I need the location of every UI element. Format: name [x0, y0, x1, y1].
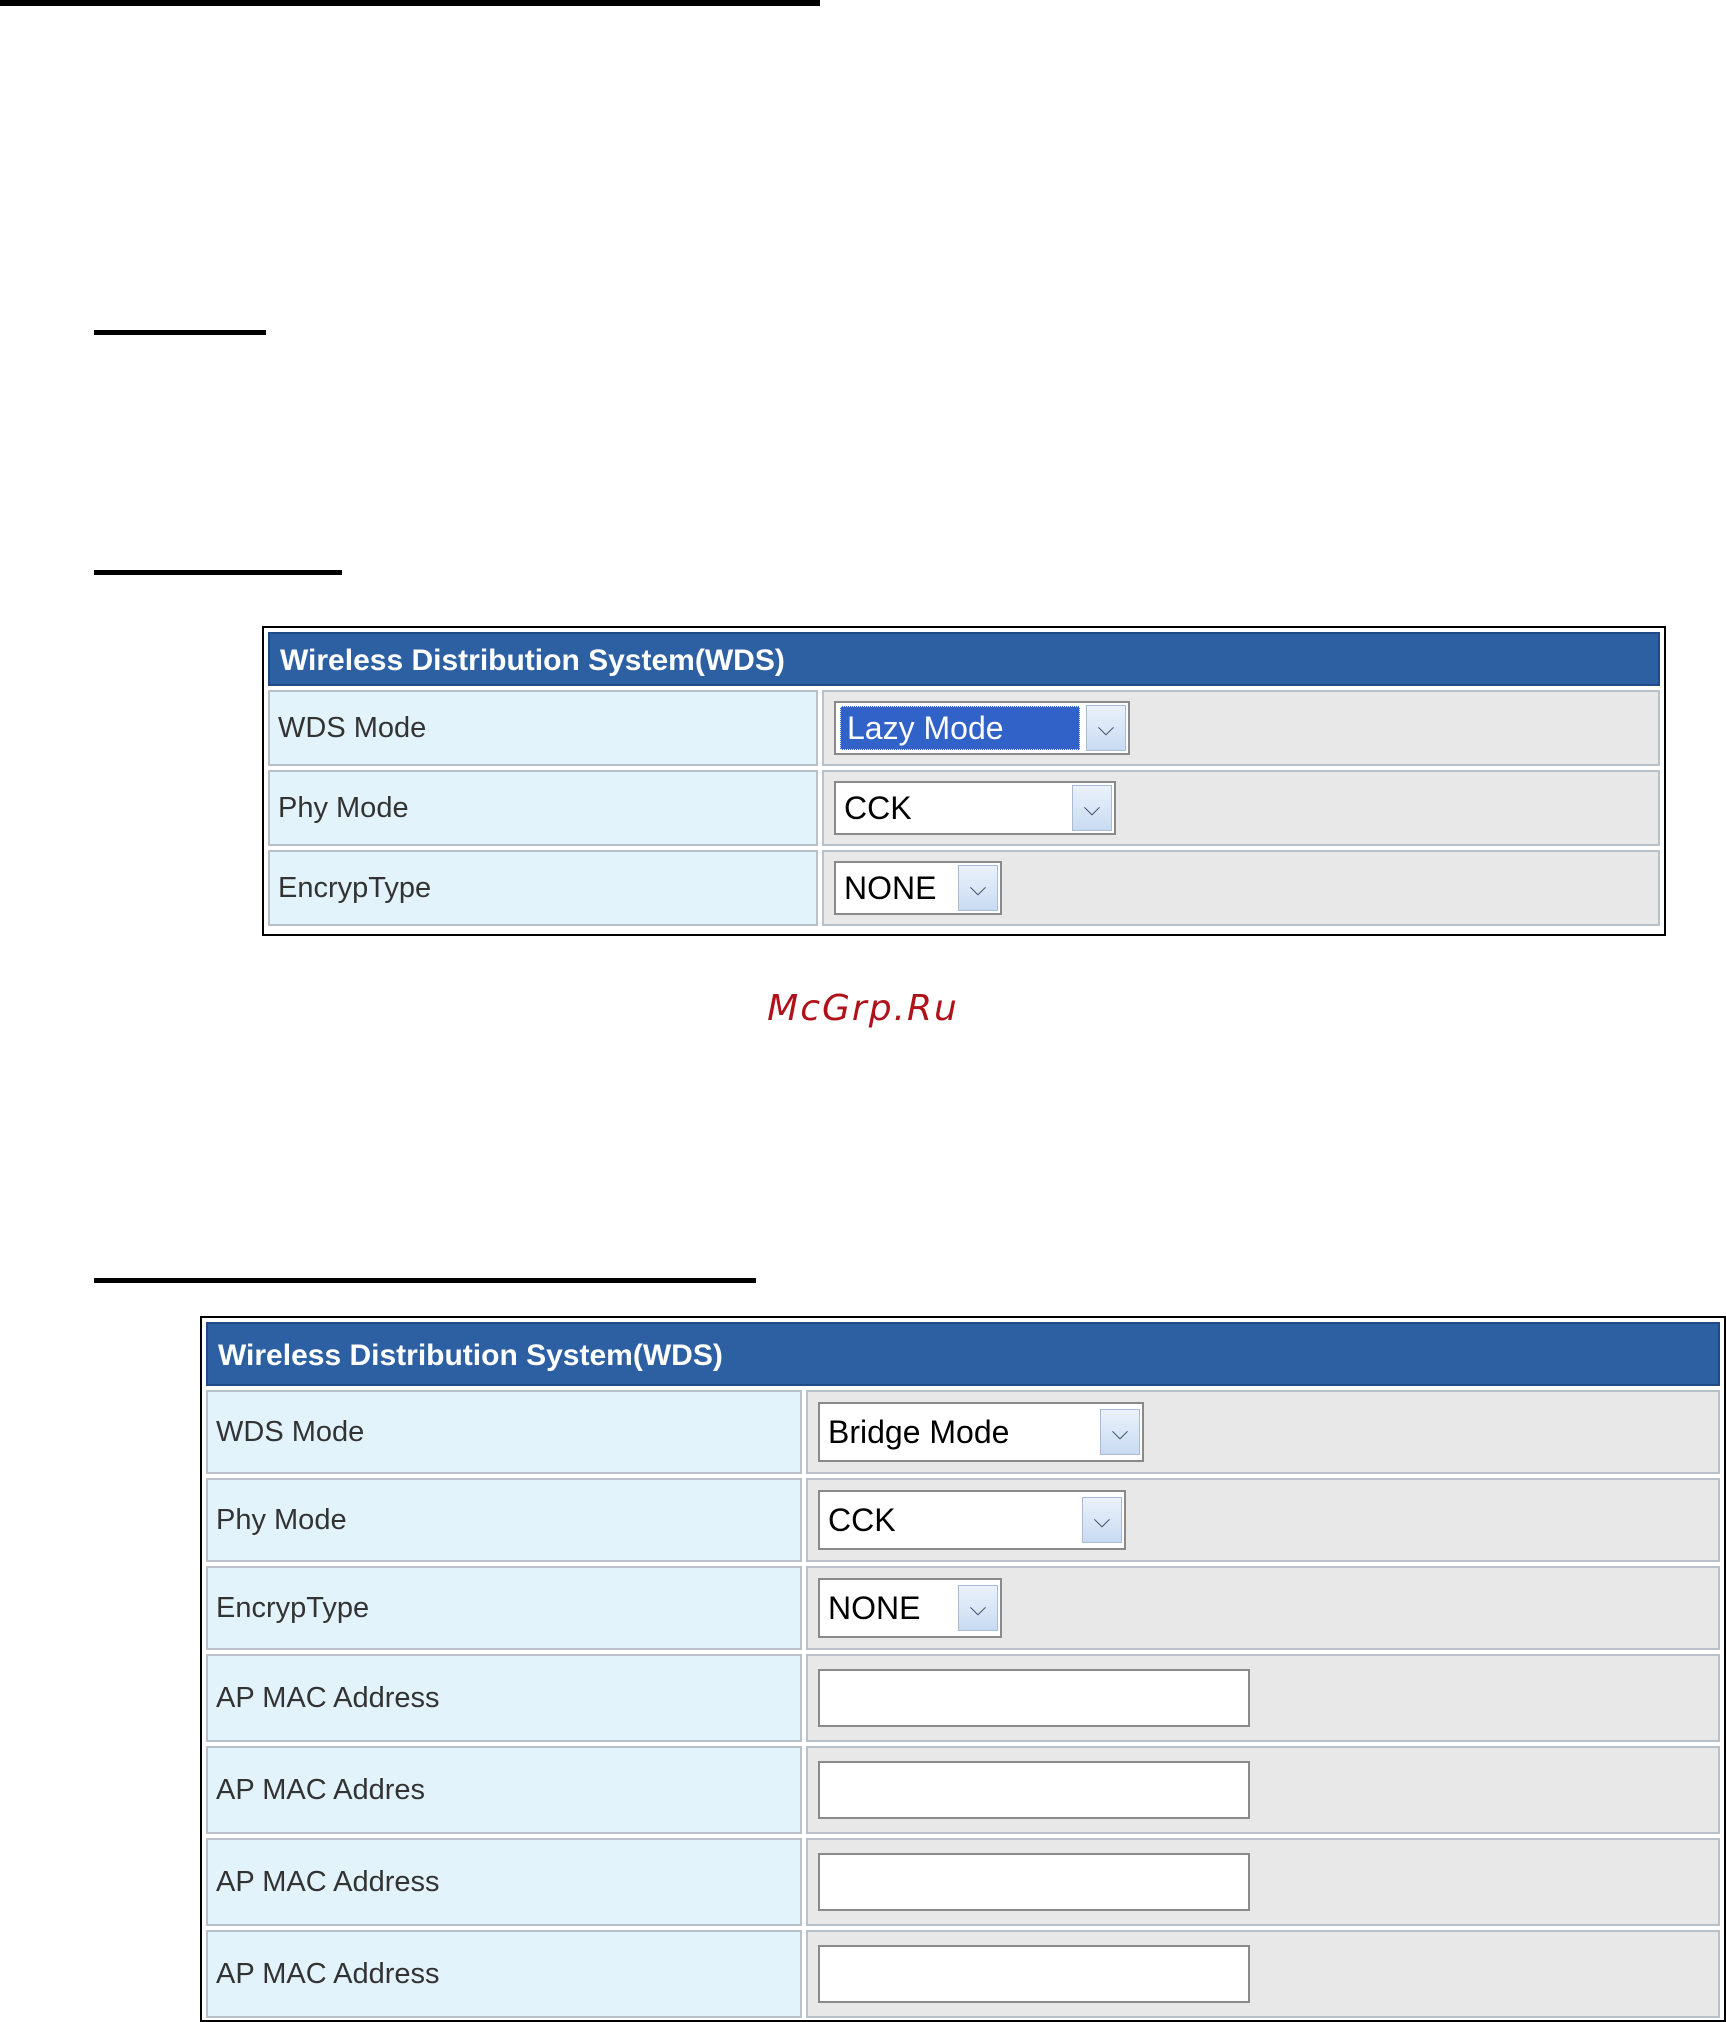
ap-mac-cell-4 — [806, 1930, 1720, 2018]
wds-mode-row — [206, 1390, 1720, 1474]
heading-rule-top — [0, 0, 820, 6]
wds-mode-selected: Lazy Mode — [840, 706, 1080, 750]
panel-title: Wireless Distribution System(WDS) — [206, 1322, 1720, 1386]
phy-mode-selected: CCK — [844, 789, 912, 826]
wds-mode-cell — [822, 690, 1660, 766]
heading-rule-3 — [94, 1278, 756, 1283]
wds-mode-row — [268, 690, 1660, 766]
wds-mode-select[interactable] — [834, 701, 1130, 755]
heading-rule-1 — [94, 330, 266, 335]
encryp-type-cell — [822, 850, 1660, 926]
encryp-type-selected: NONE — [828, 1589, 921, 1626]
ap-mac-input-3[interactable] — [818, 1853, 1250, 1911]
encryp-type-row — [206, 1566, 1720, 1650]
ap-mac-row-1 — [206, 1654, 1720, 1742]
phy-mode-label: Phy Mode — [206, 1478, 802, 1562]
chevron-down-icon[interactable]: ⌵ — [1072, 785, 1112, 831]
encryp-type-selected: NONE — [844, 869, 937, 906]
wds-mode-label: WDS Mode — [268, 690, 818, 766]
ap-mac-cell-3 — [806, 1838, 1720, 1926]
watermark: McGrp.Ru — [767, 988, 959, 1029]
wds-mode-cell — [806, 1390, 1720, 1474]
phy-mode-row — [268, 770, 1660, 846]
ap-mac-label-4: AP MAC Address — [206, 1930, 802, 2018]
ap-mac-row-3 — [206, 1838, 1720, 1926]
phy-mode-selected: CCK — [828, 1501, 896, 1538]
ap-mac-label-3: AP MAC Address — [206, 1838, 802, 1926]
phy-mode-row — [206, 1478, 1720, 1562]
ap-mac-input-4[interactable] — [818, 1945, 1250, 2003]
chevron-down-icon[interactable]: ⌵ — [1100, 1409, 1140, 1455]
ap-mac-label-2: AP MAC Addres — [206, 1746, 802, 1834]
chevron-down-icon[interactable]: ⌵ — [1086, 705, 1126, 751]
ap-mac-input-1[interactable] — [818, 1669, 1250, 1727]
ap-mac-label-1: AP MAC Address — [206, 1654, 802, 1742]
encryp-type-select[interactable] — [818, 1578, 1002, 1638]
phy-mode-cell — [822, 770, 1660, 846]
ap-mac-input-2[interactable] — [818, 1761, 1250, 1819]
wds-panel-lazy — [262, 626, 1666, 936]
phy-mode-select[interactable] — [834, 781, 1116, 835]
chevron-down-icon[interactable]: ⌵ — [958, 1585, 998, 1631]
chevron-down-icon[interactable]: ⌵ — [958, 865, 998, 911]
phy-mode-label: Phy Mode — [268, 770, 818, 846]
phy-mode-cell — [806, 1478, 1720, 1562]
chevron-down-icon[interactable]: ⌵ — [1082, 1497, 1122, 1543]
ap-mac-cell-2 — [806, 1746, 1720, 1834]
encryp-type-row — [268, 850, 1660, 926]
ap-mac-row-4 — [206, 1930, 1720, 2018]
phy-mode-select[interactable] — [818, 1490, 1126, 1550]
encryp-type-select[interactable] — [834, 861, 1002, 915]
wds-mode-select[interactable] — [818, 1402, 1144, 1462]
wds-mode-selected: Bridge Mode — [828, 1413, 1010, 1450]
encryp-type-cell — [806, 1566, 1720, 1650]
encryp-type-label: EncrypType — [206, 1566, 802, 1650]
panel-title: Wireless Distribution System(WDS) — [268, 632, 1660, 686]
heading-rule-2 — [94, 570, 342, 575]
wds-panel-bridge — [200, 1316, 1726, 2022]
ap-mac-cell-1 — [806, 1654, 1720, 1742]
encryp-type-label: EncrypType — [268, 850, 818, 926]
ap-mac-row-2 — [206, 1746, 1720, 1834]
wds-mode-label: WDS Mode — [206, 1390, 802, 1474]
